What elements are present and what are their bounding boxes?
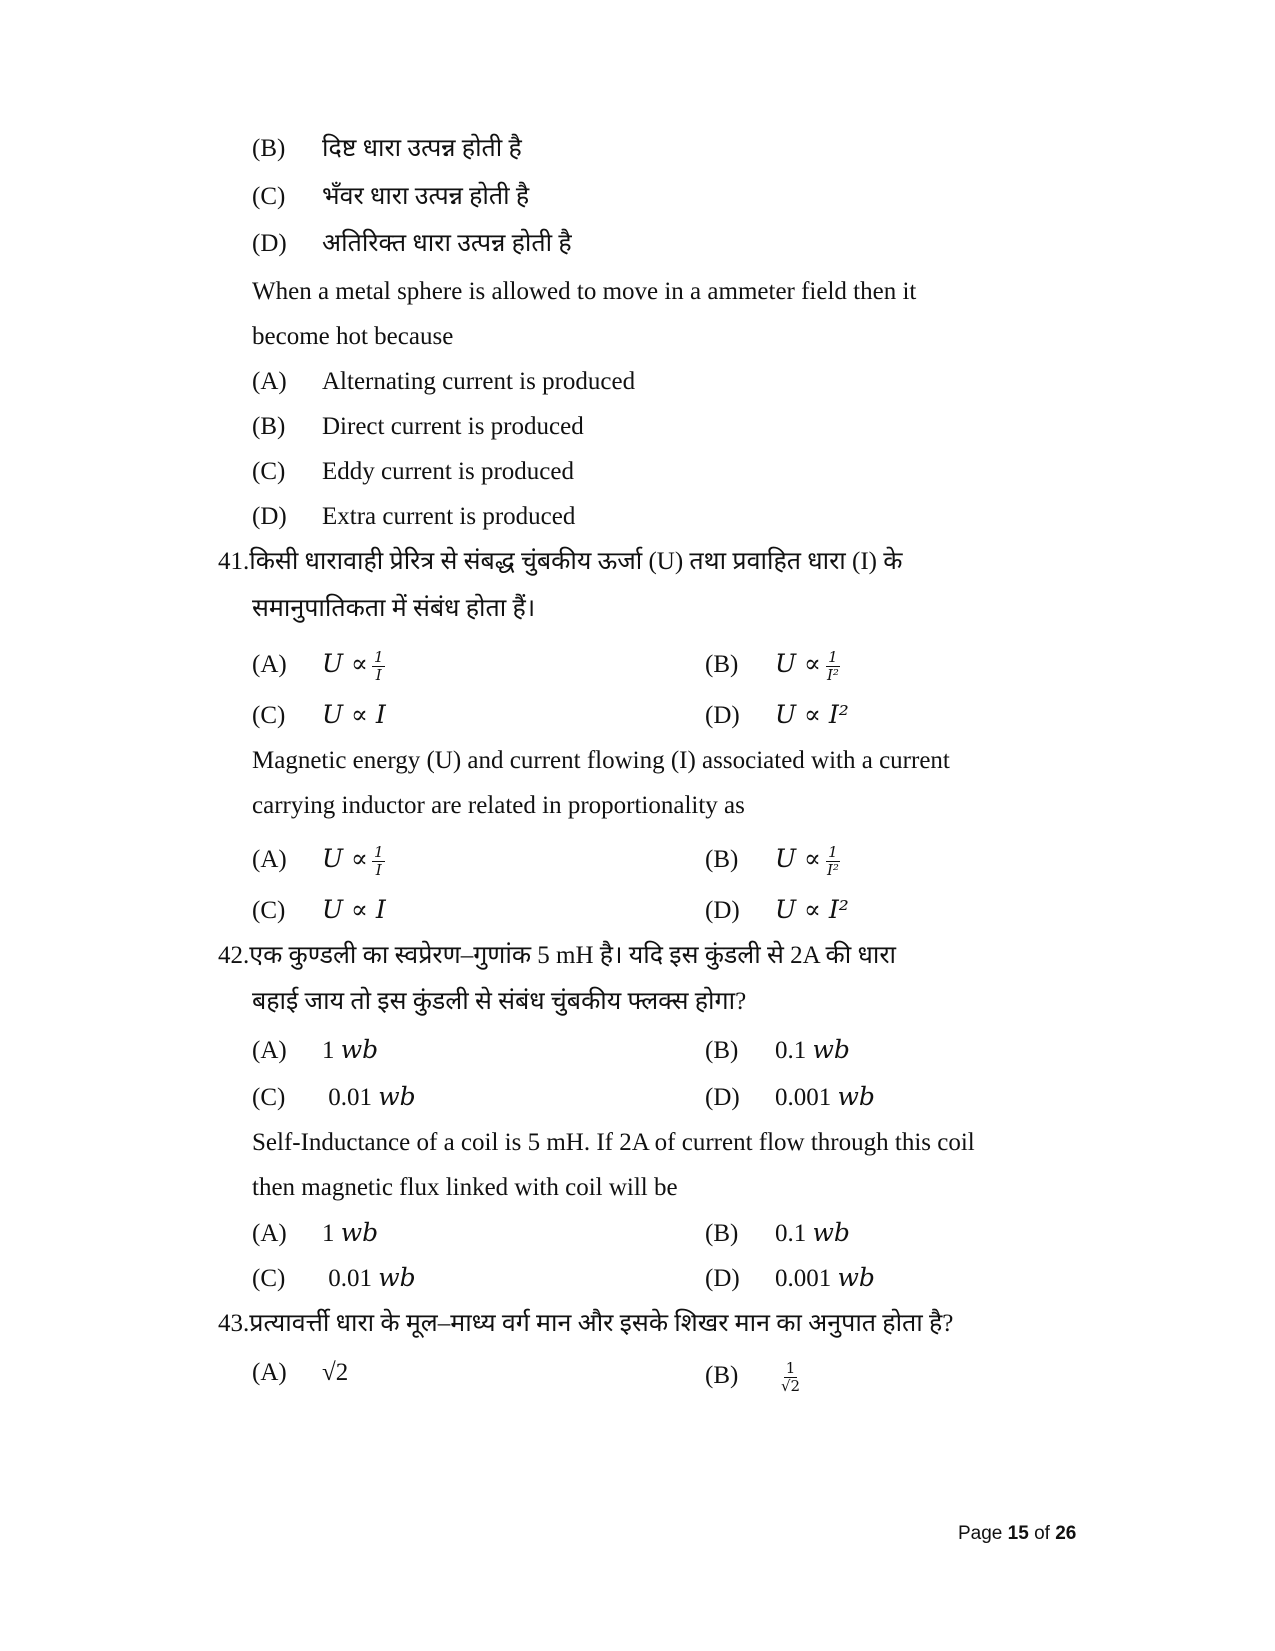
q41-en-question-line1: Magnetic energy (U) and current flowing (I) associated with a current [252, 747, 950, 774]
q42-en-question-line2: then magnetic flux linked with coil will be [252, 1174, 678, 1201]
question-number: 41. [218, 548, 250, 575]
question-number: 42. [218, 942, 250, 969]
q41-hi-option-b: (B) U ∝ $\frac{1}{\text{I²}}$ [705, 647, 839, 684]
q42-hi-question-line2: बहाई जाय तो इस कुंडली से संबंध चुंबकीय फ्लक्स होगा? [252, 988, 747, 1015]
q40-hi-option-d: (D) अतिरिक्त धारा उत्पन्न होती है [252, 230, 572, 257]
question-number: 43. [218, 1310, 250, 1337]
q42-hi-option-c: (C) 0.01 wb [252, 1082, 416, 1111]
q42-en-option-d: (D) 0.001 wb [705, 1263, 875, 1292]
q41-hi-option-c: (C) U ∝ I [252, 700, 386, 729]
q40-hi-option-b: (B) दिष्ट धारा उत्पन्न होती है [252, 135, 522, 162]
q41-en-question-line2: carrying inductor are related in proportionality as [252, 792, 745, 819]
q40-en-question-line2: become hot because [252, 323, 454, 350]
q40-en-option-a: (A) Alternating current is produced [252, 368, 636, 395]
q41-en-option-d: (D) U ∝ I² [705, 895, 849, 924]
q42-en-question-line1: Self-Inductance of a coil is 5 mH. If 2A of current flow through this coil [252, 1129, 975, 1156]
current-page-number: 15 [1007, 1523, 1029, 1544]
q43-hi-question: 43.प्रत्यावर्त्ती धारा के मूल–माध्य वर्ग मान और इसके शिखर मान का अनुपात होता है? [218, 1310, 954, 1337]
q42-hi-option-b: (B) 0.1 wb [705, 1035, 850, 1064]
q42-en-option-a: (A) 1 wb [252, 1218, 379, 1247]
q42-en-option-c: (C) 0.01 wb [252, 1263, 416, 1292]
fraction: $\frac{1}{\text{I²}}$ [826, 842, 839, 879]
q40-en-option-c: (C) Eddy current is produced [252, 458, 575, 485]
q41-hi-option-a: (A) U ∝ $\frac{1}{I}$ [252, 647, 384, 684]
q40-en-question-line1: When a metal sphere is allowed to move in a ammeter field then it [252, 278, 917, 305]
q42-hi-option-a: (A) 1 wb [252, 1035, 379, 1064]
q42-hi-question-line1: 42.एक कुण्डली का स्वप्रेरण–गुणांक 5 mH है। यदि इस कुंडली से 2A की धारा [218, 942, 897, 969]
q42-hi-option-d: (D) 0.001 wb [705, 1082, 875, 1111]
page-footer: Page 15 of 26 [958, 1523, 1077, 1544]
q43-option-b: (B) $\frac{1}{√2}$ [705, 1358, 801, 1395]
fraction: $\frac{1}{I}$ [373, 842, 384, 879]
q42-en-option-b: (B) 0.1 wb [705, 1218, 850, 1247]
q41-en-option-c: (C) U ∝ I [252, 895, 386, 924]
total-page-count: 26 [1055, 1523, 1077, 1544]
q41-hi-question-line2: समानुपातिकता में संबंध होता हैं। [252, 595, 536, 622]
q41-hi-question-line1: 41.किसी धारावाही प्रेरित्र से संबद्ध चुंबकीय ऊर्जा (U) तथा प्रवाहित धारा (I) के [218, 548, 903, 575]
fraction: $\frac{1}{√2}$ [781, 1358, 801, 1395]
q41-hi-option-d: (D) U ∝ I² [705, 700, 849, 729]
q41-en-option-b: (B) U ∝ $\frac{1}{\text{I²}}$ [705, 842, 839, 879]
q40-hi-option-c: (C) भँवर धारा उत्पन्न होती है [252, 183, 530, 210]
fraction: $\frac{1}{\text{I²}}$ [826, 647, 839, 684]
q41-en-option-a: (A) U ∝ $\frac{1}{I}$ [252, 842, 384, 879]
fraction: $\frac{1}{I}$ [373, 647, 384, 684]
q40-en-option-b: (B) Direct current is produced [252, 413, 584, 440]
q43-option-a: (A) √2 [252, 1359, 349, 1386]
q40-en-option-d: (D) Extra current is produced [252, 503, 576, 530]
